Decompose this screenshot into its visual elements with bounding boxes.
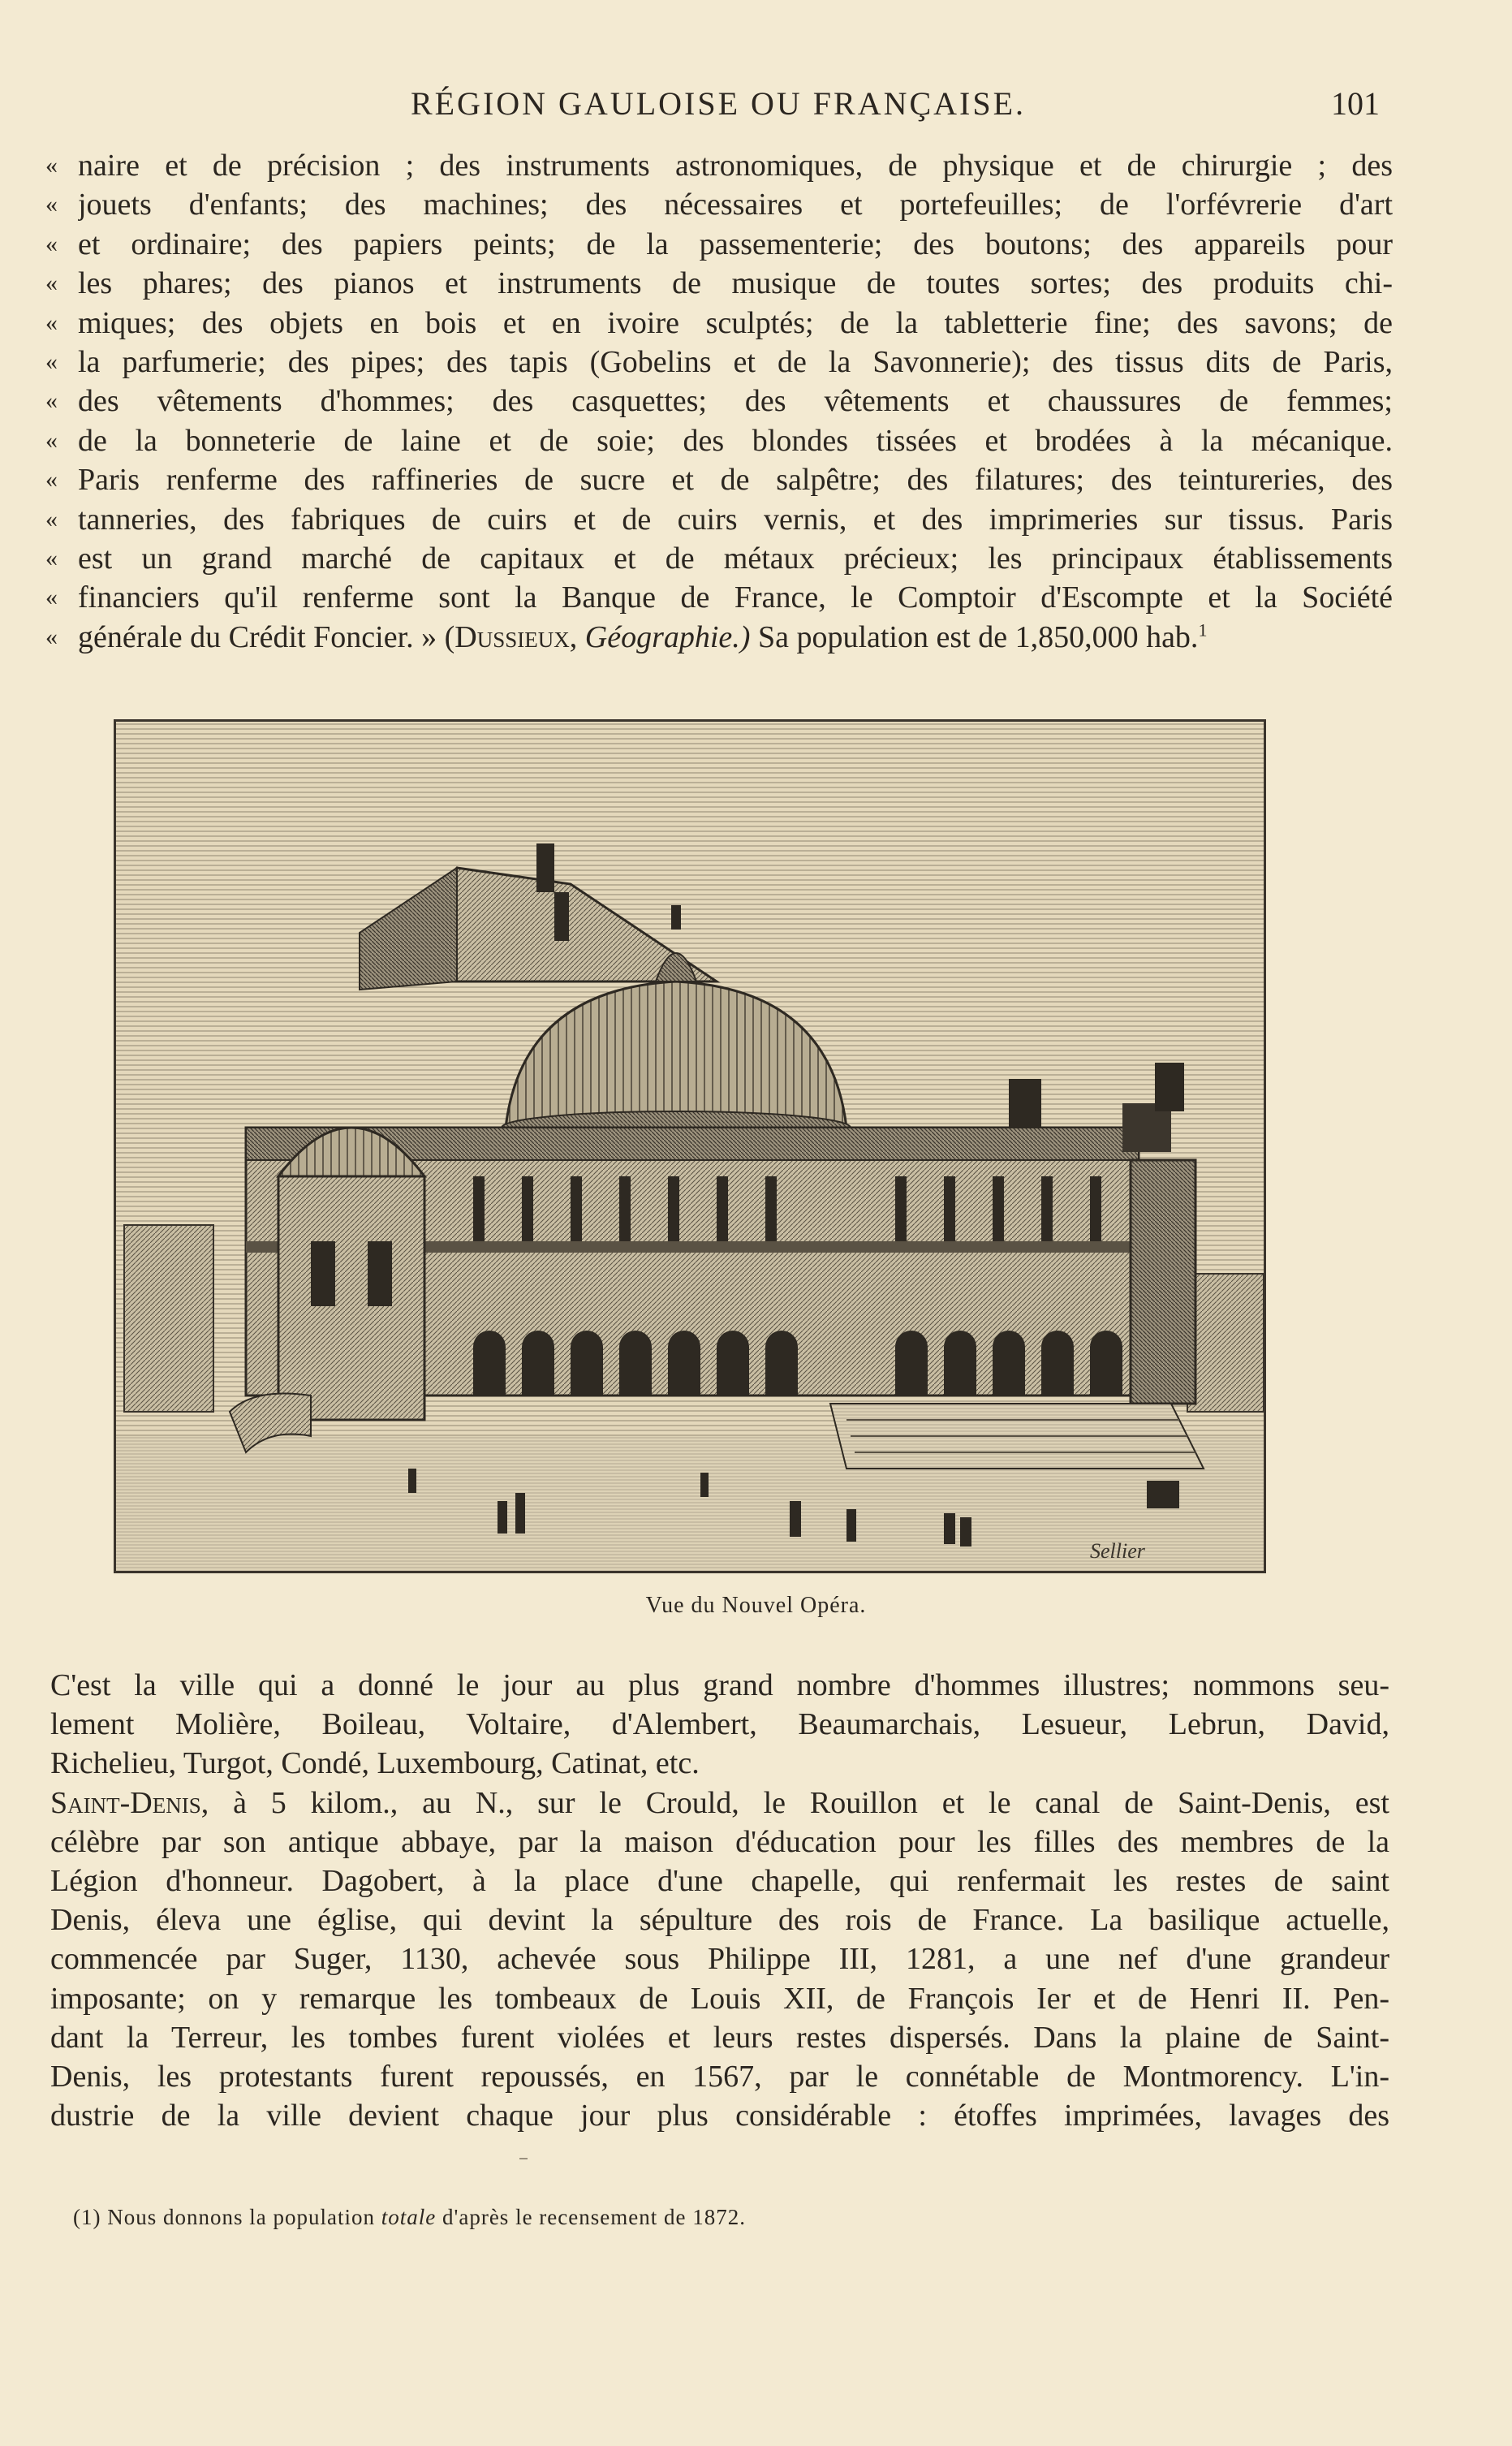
quote-line-text: est un grand marché de capitaux et de métaux précieux; les principaux établissements <box>78 541 1393 576</box>
quote-line-text: de la bonneterie de laine et de soie; des blondes tissées et brodées à la mécanique. <box>78 423 1393 458</box>
quote-line <box>45 343 1393 382</box>
quote-line <box>45 146 1393 185</box>
paragraph-line: Denis, éleva une église, qui devint la sépulture des rois de France. La basilique actuelle, <box>50 1903 1389 1938</box>
quote-line-text: les phares; des pianos et instruments de musique de toutes sortes; des produits chi- <box>78 266 1393 301</box>
guillemet: « <box>45 544 58 572</box>
quote-line <box>45 382 1393 421</box>
quote-separator: , <box>569 619 585 654</box>
running-title: RÉGION GAULOISE OU FRANÇAISE. <box>410 85 1027 122</box>
quote-line-text: financiers qu'il renferme sont la Banque de France, le Comptoir d'Escompte et la Société <box>78 580 1393 615</box>
quote-line-text <box>78 618 1393 657</box>
footnote-text-before: (1) Nous donnons la population <box>73 2205 381 2229</box>
guillemet: « <box>45 387 58 415</box>
paragraph-line: dustrie de la ville devient chaque jour plus considérable : étoffes imprimées, lavages des <box>50 2099 1389 2133</box>
guillemet: « <box>45 191 58 218</box>
paragraph-line: lement Molière, Boileau, Voltaire, d'Alembert, Beaumarchais, Lesueur, Lebrun, David, <box>50 1707 1389 1742</box>
saint-denis-first-text: , à 5 kilom., au N., sur le Crould, le Rouillon et le canal de Saint-Denis, est <box>200 1785 1389 1820</box>
quotation-block <box>45 146 1393 657</box>
left-pavilion <box>278 1128 424 1420</box>
quote-line-text: miques; des objets en bois et en ivoire sculptés; de la tabletterie fine; des savons; de <box>78 305 1393 340</box>
guillemet: « <box>45 426 58 454</box>
footnote <box>73 2205 746 2230</box>
quote-line-text: naire et de précision ; des instruments astronomiques, de physique et de chirurgie ; des <box>78 149 1393 183</box>
footnote-text-italic: totale <box>381 2205 437 2229</box>
quote-line <box>45 421 1393 460</box>
quote-line <box>45 578 1393 617</box>
quote-line-text: des vêtements d'hommes; des casquettes; des vêtements et chaussures de femmes; <box>78 384 1393 419</box>
guillemet: « <box>45 505 58 533</box>
quote-line-text: jouets d'enfants; des machines; des nécessaires et portefeuilles; de l'orfévrerie d'art <box>78 188 1393 222</box>
saint-denis-first-line <box>50 1784 1389 1823</box>
paragraph-line: Richelieu, Turgot, Condé, Luxembourg, Catinat, etc. <box>50 1746 700 1781</box>
guillemet: « <box>45 623 58 650</box>
quote-line-last <box>45 618 1393 657</box>
guillemet: « <box>45 152 58 179</box>
quote-line-text: Paris renferme des raffineries de sucre et de salpêtre; des filatures; des teintureries, des <box>78 463 1393 498</box>
paragraph-line: dant la Terreur, les tombes furent violées et leurs restes dispersés. Dans la plaine de Saint- <box>50 2020 1389 2055</box>
quote-line <box>45 185 1393 224</box>
footnote-text-after: d'après le recensement de 1872. <box>436 2205 746 2229</box>
footnote-separator <box>519 2158 528 2159</box>
quote-author: Dussieux <box>454 619 570 654</box>
paragraph-line: imposante; on y remarque les tombeaux de Louis XII, de François Ier et de Henri II. Pen- <box>50 1981 1389 2016</box>
footnote-reference: 1 <box>1198 619 1208 641</box>
page-header <box>0 84 1512 133</box>
guillemet: « <box>45 584 58 611</box>
saint-denis-heading: Saint-Denis <box>50 1785 201 1820</box>
quote-line <box>45 460 1393 499</box>
opera-engraving <box>114 719 1266 1573</box>
guillemet: « <box>45 347 58 375</box>
quote-line-text: tanneries, des fabriques de cuirs et de cuirs vernis, et des imprimeries sur tissus. Paris <box>78 502 1393 537</box>
paragraph-line: célèbre par son antique abbaye, par la maison d'éducation pour les filles des membres de la <box>50 1824 1389 1859</box>
guillemet: « <box>45 466 58 494</box>
quote-line-text: la parfumerie; des pipes; des tapis (Gobelins et de la Savonnerie); des tissus dits de Paris, <box>78 344 1393 379</box>
paragraph-line: C'est la ville qui a donné le jour au plus grand nombre d'hommes illustres; nommons seu- <box>50 1668 1389 1702</box>
quote-line <box>45 225 1393 264</box>
quote-line <box>45 500 1393 539</box>
guillemet: « <box>45 270 58 297</box>
page-number: 101 <box>1331 85 1380 122</box>
paragraph-line: commencée par Suger, 1130, achevée sous Philippe III, 1281, a une nef d'une grandeur <box>50 1942 1389 1977</box>
quote-line-text: et ordinaire; des papiers peints; de la passementerie; des boutons; des appareils pour <box>78 226 1393 261</box>
figure-caption: Vue du Nouvel Opéra. <box>645 1593 867 1618</box>
guillemet: « <box>45 230 58 257</box>
quote-work-title: Géographie.) <box>584 619 751 654</box>
quote-line <box>45 304 1393 343</box>
opera-illustration-svg <box>116 722 1264 1571</box>
quote-text-before: générale du Crédit Foncier. » ( <box>78 619 455 654</box>
quote-text-after: Sa population est de 1,850,000 hab. <box>750 619 1199 654</box>
paragraph-line: Légion d'honneur. Dagobert, à la place d'une chapelle, qui renfermait les restes de saint <box>50 1863 1389 1898</box>
engraver-signature: Sellier <box>1090 1539 1145 1563</box>
body-text <box>50 1666 1389 2135</box>
quote-line <box>45 264 1393 303</box>
quote-line <box>45 539 1393 578</box>
guillemet: « <box>45 308 58 336</box>
paragraph-line: Denis, les protestants furent repoussés, en 1567, par le connétable de Montmorency. L'in- <box>50 2059 1389 2094</box>
